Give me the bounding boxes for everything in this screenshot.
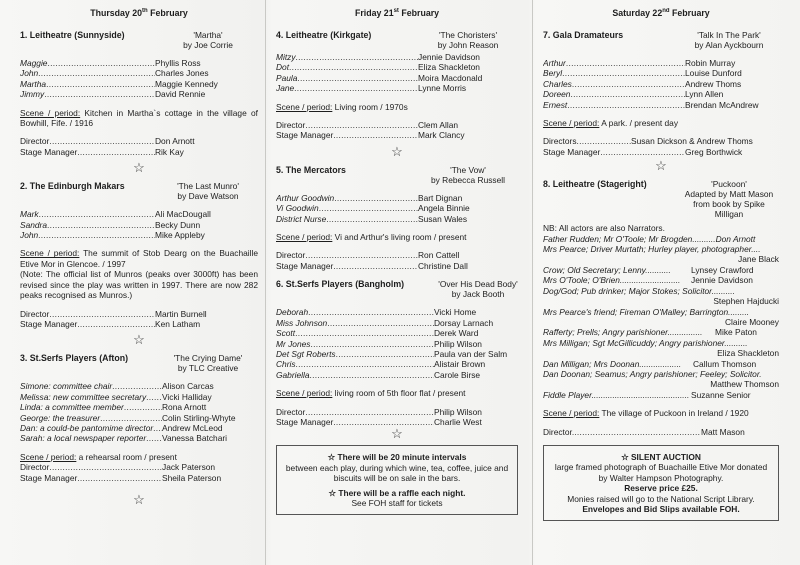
crew-row: Stage Manager ..... Sheila Paterson: [20, 473, 258, 483]
scene-period: Scene / period: living room of 5th floor flat / present: [276, 388, 466, 399]
crew-row: Director. ..... Matt Mason: [543, 427, 779, 437]
scene-period: Scene / period: Living room / 1970s: [276, 101, 408, 112]
fold-line: [265, 0, 266, 565]
group-name: 2. The Edinburgh Makars: [20, 181, 125, 192]
cast-actor: Jennie Davidson: [691, 275, 753, 286]
play-title: 'The Choristers': [438, 30, 498, 40]
group-name: 8. Leitheatre (Stageright): [543, 179, 647, 190]
play-author: Adapted by Matt Mason from book by Spike Milligan: [684, 189, 774, 220]
star-icon: ☆: [327, 452, 338, 463]
cast-actor: Claire Mooney: [725, 316, 779, 327]
crew-row: Directors ..... Susan Dickson & Andrew Thoms: [543, 136, 779, 146]
play-author: by Alan Ayckbourn: [694, 40, 764, 50]
play-author: by John Reason: [437, 40, 499, 50]
cast-row: Linda: a committee member ..... Rona Arnott: [20, 402, 258, 412]
star-icon: ☆: [133, 160, 145, 176]
star-icon: ☆: [328, 487, 339, 498]
scene-period: Scene / period: Vi and Arthur's living room / present: [276, 232, 467, 243]
thursday-column: [20, 8, 258, 560]
cast-row: Mr Jones ..... Philip Wilson: [276, 339, 518, 349]
cast-row: Beryl ..... Louise Dunford: [543, 68, 779, 78]
cast-row: Sandra ..... Becky Dunn: [20, 220, 258, 230]
play-3: [20, 353, 258, 507]
cast-row: Simone: committee chair ..... Alison Carcas: [20, 381, 258, 391]
play-title: 'Talk In The Park': [697, 30, 761, 40]
group-name: 6. St.Serfs Players (Bangholm): [276, 279, 405, 290]
narrators-note: NB: All actors are also Narrators.: [543, 223, 665, 234]
cast-row: George: the treasurer ..... Colin Stirling-Whyte: [20, 413, 258, 423]
cast-row: Paula ..... Moira Macdonald: [276, 73, 518, 83]
cast-list: [543, 58, 779, 110]
cast-row: John ..... Charles Jones: [20, 68, 258, 78]
cast-actor: Mike Paton: [715, 327, 757, 338]
play-title: 'Martha': [193, 30, 223, 40]
star-icon: ☆: [621, 451, 631, 462]
cast-row: Ernest ..... Brendan McAndrew: [543, 100, 779, 110]
scene-period: Scene / period: Kitchen in Martha`s cottage in the village of Bowhill, Fife. / 1916: [20, 107, 258, 129]
play-2: [20, 181, 258, 347]
cast-row: Deborah ..... Vicki Home: [276, 307, 518, 317]
cast-line: Mrs O'Toole; O'Brien..........................: [543, 275, 681, 286]
crew-row: Stage Manager ..... Mark Clancy: [276, 130, 518, 140]
cast-row: Miss Johnson ..... Dorsay Larnach: [276, 318, 518, 328]
star-icon: ☆: [655, 158, 667, 174]
raffle-text: There will be a raffle each night.: [338, 487, 466, 498]
crew-row: Stage Manager ..... Greg Borthwick: [543, 147, 779, 157]
group-name: 3. St.Serfs Players (Afton): [20, 353, 129, 364]
play-6: [276, 279, 518, 441]
play-author: by TLC Creative: [177, 363, 239, 374]
day-heading: Friday 21st February: [354, 8, 440, 18]
star-icon: ☆: [133, 332, 145, 348]
cast-row: Maggie ..... Phyllis Ross: [20, 58, 258, 68]
puckoon-cast: [543, 223, 779, 400]
friday-column: [276, 8, 518, 560]
interval-heading: There will be 20 minute intervals: [337, 452, 467, 463]
cast-row: Charles ..... Andrew Thoms: [543, 79, 779, 89]
cast-row: Jimmy ..... David Rennie: [20, 89, 258, 99]
cast-line: Mrs Milligan; Sgt McGillicuddy; Angry parishioner..........: [543, 337, 748, 348]
play-author: by Joe Corrie: [183, 40, 233, 50]
group-name: 7. Gala Dramateurs: [543, 30, 624, 40]
cast-actor: Lynsey Crawford: [691, 264, 754, 275]
cast-row: Chris ..... Alistair Brown: [276, 359, 518, 369]
play-title: 'The Vow': [450, 164, 486, 175]
play-1: [20, 30, 258, 175]
cast-row: Sarah: a local newspaper reporter ..... Vanessa Batchari: [20, 433, 258, 443]
star-icon: ☆: [133, 491, 145, 507]
day-heading: Saturday 22nd February: [612, 8, 710, 18]
scene-period: Scene / period: The village of Puckoon in Ireland / 1920: [543, 408, 749, 419]
crew-row: Stage Manager ..... Christine Dall: [276, 261, 518, 271]
crew-list: [20, 462, 258, 483]
cast-row: Martha ..... Maggie Kennedy: [20, 79, 258, 89]
cast-line: Mrs Pearce; Driver Murtath; Hurley player, photographer....: [543, 244, 761, 255]
cast-actor: Callum Thomson: [693, 358, 757, 369]
cast-line: Crow; Old Secretary; Lenny...........: [543, 264, 671, 275]
cast-line: Dan Milligan; Mrs Doonan..................: [543, 358, 682, 369]
day-heading: Thursday 20th February: [90, 8, 188, 18]
crew-row: Stage Manager ..... Rik Kay: [20, 147, 258, 157]
munro-note: (Note: The official list of Munros (peaks over 3000ft) has been revised since the play was written in 1997. There are now 282 peaks recognised as Munros.): [20, 269, 258, 301]
crew-row: Director ..... Philip Wilson: [276, 407, 518, 417]
cast-actor: Suzanne Senior: [691, 389, 751, 400]
crew-row: Director ..... Martin Burnell: [20, 309, 258, 319]
play-author: by Jack Booth: [451, 289, 505, 300]
cast-row: Mark ..... Ali MacDougall: [20, 209, 258, 219]
reserve-price: Reserve price £25.: [624, 483, 698, 494]
play-author: by Dave Watson: [177, 191, 239, 202]
play-8: [543, 179, 779, 437]
cast-list: [276, 307, 518, 380]
cast-line: Father Rudden; Mr O'Toole; Mr Brogden..........Don Arnott: [543, 233, 756, 244]
play-title: 'Over His Dead Body': [438, 279, 518, 290]
cast-row: Mitzy ..... Jennie Davidson: [276, 52, 518, 62]
crew-row: Director ..... Jack Paterson: [20, 462, 258, 472]
interval-text: between each play, during which wine, tea, coffee, juice and biscuits will be on sale in the bars.: [285, 462, 509, 484]
crew-list: [276, 407, 518, 428]
cast-actor: Eliza Shackleton: [717, 348, 779, 359]
cast-row: Arthur Goodwin ..... Bart Dignan: [276, 193, 518, 203]
saturday-column: [543, 8, 779, 560]
cast-row: Scott ..... Derek Ward: [276, 328, 518, 338]
interval-box: [276, 445, 518, 515]
cast-line: Fiddle Player..........................................: [543, 389, 690, 400]
cast-row: District Nurse ..... Susan Wales: [276, 214, 518, 224]
star-icon: ☆: [391, 426, 403, 442]
cast-row: Gabriella ..... Carole Birse: [276, 370, 518, 380]
cast-row: John ..... Mike Appleby: [20, 230, 258, 240]
star-icon: ☆: [391, 143, 403, 159]
auction-slips: Envelopes and Bid Slips available FOH.: [582, 504, 740, 514]
cast-row: Dan: a could-be pantomime director ..... Andrew McLeod: [20, 423, 258, 433]
cast-line: Rafferty; Prells; Angry parishioner...............: [543, 327, 703, 338]
cast-row: Jane ..... Lynne Morris: [276, 83, 518, 93]
crew-row: Director ..... Don Arnott: [20, 136, 258, 146]
crew-list: [20, 136, 258, 157]
group-name: 5. The Mercators: [276, 164, 346, 175]
cast-actor: Stephen Hajducki: [713, 296, 779, 307]
cast-actor: Matthew Thomson: [710, 379, 779, 390]
crew-list: [543, 136, 779, 157]
auction-monies: Monies raised will go to the National Script Library.: [567, 493, 755, 504]
scene-period: Scene / period: The summit of Stob Dearg on the Buachaille Etive Mor in Glencoe. / 1997: [20, 248, 258, 269]
scene-period: Scene / period: a rehearsal room / present: [20, 451, 177, 462]
cast-row: Arthur ..... Robin Murray: [543, 58, 779, 68]
crew-row: Stage Manager ..... Charlie West: [276, 417, 518, 427]
play-7: [543, 30, 779, 173]
group-name: 1. Leitheatre (Sunnyside): [20, 30, 125, 40]
cast-row: Melissa: new committee secretary ..... Vicki Halliday: [20, 392, 258, 402]
play-author: by Rebecca Russell: [430, 174, 505, 185]
crew-list: [276, 250, 518, 271]
fold-line: [532, 0, 533, 565]
crew-row: Director ..... Ron Cattell: [276, 250, 518, 260]
crew-list: [20, 309, 258, 330]
scene-period: Scene / period: A park. / present day: [543, 118, 679, 129]
cast-line: Dog/God; Pub drinker; Major Stokes; Solicitor..........: [543, 285, 735, 296]
group-name: 4. Leitheatre (Kirkgate): [276, 30, 372, 40]
play-title: 'The Last Munro': [177, 181, 239, 192]
cast-actor: Jane Black: [738, 254, 779, 265]
cast-line: Dan Doonan; Seamus; Angry parishioner; Feeley; Solicitor.: [543, 368, 762, 379]
cast-list: [276, 193, 518, 224]
cast-list: [20, 381, 258, 443]
play-5: [276, 165, 518, 271]
crew-row: Director ..... Clem Allan: [276, 120, 518, 130]
cast-row: Doreen ..... Lynn Allen: [543, 89, 779, 99]
play-4: [276, 30, 518, 159]
cast-row: Vi Goodwin ..... Angela Binnie: [276, 203, 518, 213]
cast-list: [20, 209, 258, 240]
crew-row: Stage Manager ..... Ken Latham: [20, 319, 258, 329]
cast-line: Mrs Pearce's friend; Fireman O'Malley; Barrington.........: [543, 306, 750, 317]
cast-list: [276, 52, 518, 94]
auction-text: large framed photograph of Buachaille Etive Mor donated by Walter Hampson Photography.: [554, 462, 768, 483]
raffle-note: See FOH staff for tickets: [351, 497, 443, 508]
cast-list: [20, 58, 258, 100]
play-title: 'Puckoon': [711, 179, 747, 190]
auction-title: SILENT AUCTION: [630, 451, 701, 462]
play-title: 'The Crying Dame': [173, 353, 243, 364]
cast-row: Dot ..... Eliza Shackleton: [276, 62, 518, 72]
cast-row: Det Sgt Roberts ..... Paula van der Salm: [276, 349, 518, 359]
silent-auction-box: [543, 445, 779, 521]
crew-list: [276, 120, 518, 141]
